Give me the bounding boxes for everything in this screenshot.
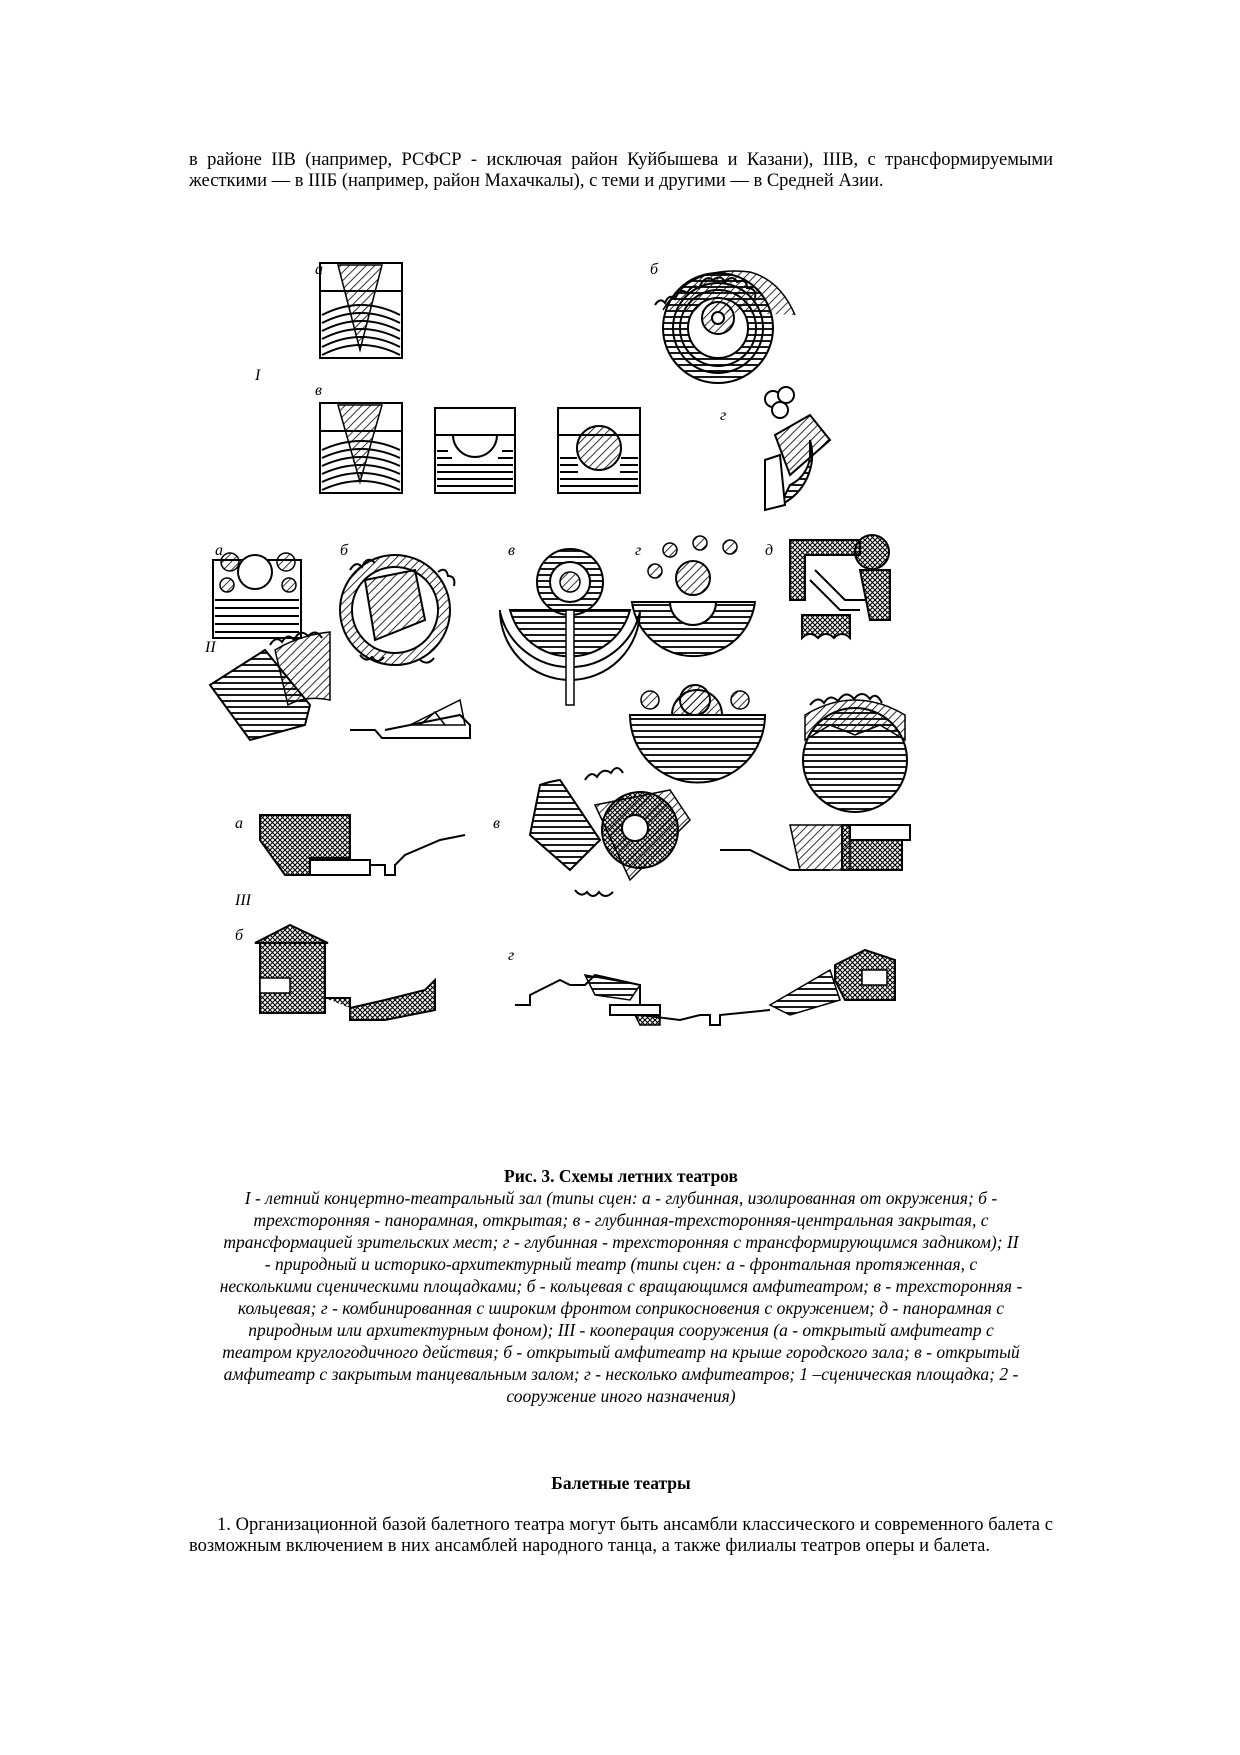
bottom-paragraph: 1. Организационной базой балетного театра могут быть ансамбли классического и современного балета с возможным включением в них ансамблей народного танца, а также филиалы театров оперы и балета. xyxy=(189,1515,1053,1556)
label-II-v: в xyxy=(508,542,515,559)
label-I-g: г xyxy=(720,407,727,424)
label-group-II: II xyxy=(205,639,216,656)
scheme-III-v xyxy=(530,768,690,896)
label-I-a: а xyxy=(315,261,323,278)
label-group-I: I xyxy=(255,367,261,384)
scheme-III-a xyxy=(260,815,465,875)
caption-body: I - летний концертно-театральный зал (типы сцен: а - глубинная, изолированная от окружения; б - трехсторонняя - панорамная, открытая; в - глубинная-трехсторонняя-центральная закрытая, с трансформацией зрительских мест; г - глубинная - трехсторонняя с трансформирующимся задником); II - природный и историко-архитектурный театр (типы сцен: а - фронтальная протяженная, с несколькими сценическими площадками; б - кольцевая с вращающимся амфитеатром; в - трехсторонняя - кольцевая; г - комбинированная с широким фронтом соприкосновения с окружением; д - панорамная с природным или архитектурным фоном); III - кооперация сооружения (а - открытый амфитеатр с театром круглогодичного действия; б - открытый амфитеатр на крыше городского зала; в - открытый амфитеатр с закрытым танцевальным залом; г - несколько амфитеатров; 1 –сценическая площадка; 2 - сооружение иного назначения) xyxy=(219,1188,1023,1406)
label-II-g: г xyxy=(635,542,642,559)
caption-title: Рис. 3. Схемы летних театров xyxy=(504,1166,738,1186)
label-I-b: б xyxy=(650,261,659,278)
scheme-I-b xyxy=(655,271,795,383)
scheme-II-g xyxy=(632,536,755,656)
scheme-II-b xyxy=(340,555,454,665)
top-paragraph: в районе IIВ (например, РСФСР - исключая район Куйбышева и Казани), IIIВ, с трансформируемыми жесткими — в IIIБ (например, район Махачкалы), с теми и другими — в Средней Азии. xyxy=(189,150,1053,191)
scheme-I-a xyxy=(320,263,402,358)
label-III-b: б xyxy=(235,927,244,944)
scheme-I-g xyxy=(765,387,830,510)
label-group-III: III xyxy=(235,892,251,909)
label-I-v: в xyxy=(315,382,322,399)
scheme-III-g xyxy=(515,950,895,1025)
section-title: Балетные театры xyxy=(551,1473,691,1493)
scheme-III-b xyxy=(255,925,435,1020)
figure-drawing xyxy=(205,260,1030,1160)
scheme-II-a xyxy=(213,553,301,638)
scheme-II-extra-1 xyxy=(630,685,765,783)
label-II-d: д xyxy=(765,542,774,559)
label-II-a: а xyxy=(215,542,223,559)
scheme-II-v xyxy=(500,549,640,705)
label-III-g: г xyxy=(508,947,515,964)
scheme-I-v xyxy=(320,403,640,493)
figure-summer-theatres xyxy=(205,260,1030,1160)
scheme-II-d xyxy=(790,535,890,638)
scheme-II-extra-2 xyxy=(803,694,907,812)
label-III-v: в xyxy=(493,815,500,832)
label-II-b: б xyxy=(340,542,349,559)
figure-caption xyxy=(189,1165,1053,1407)
label-III-a: а xyxy=(235,815,243,832)
scheme-III-v-section xyxy=(720,825,910,870)
